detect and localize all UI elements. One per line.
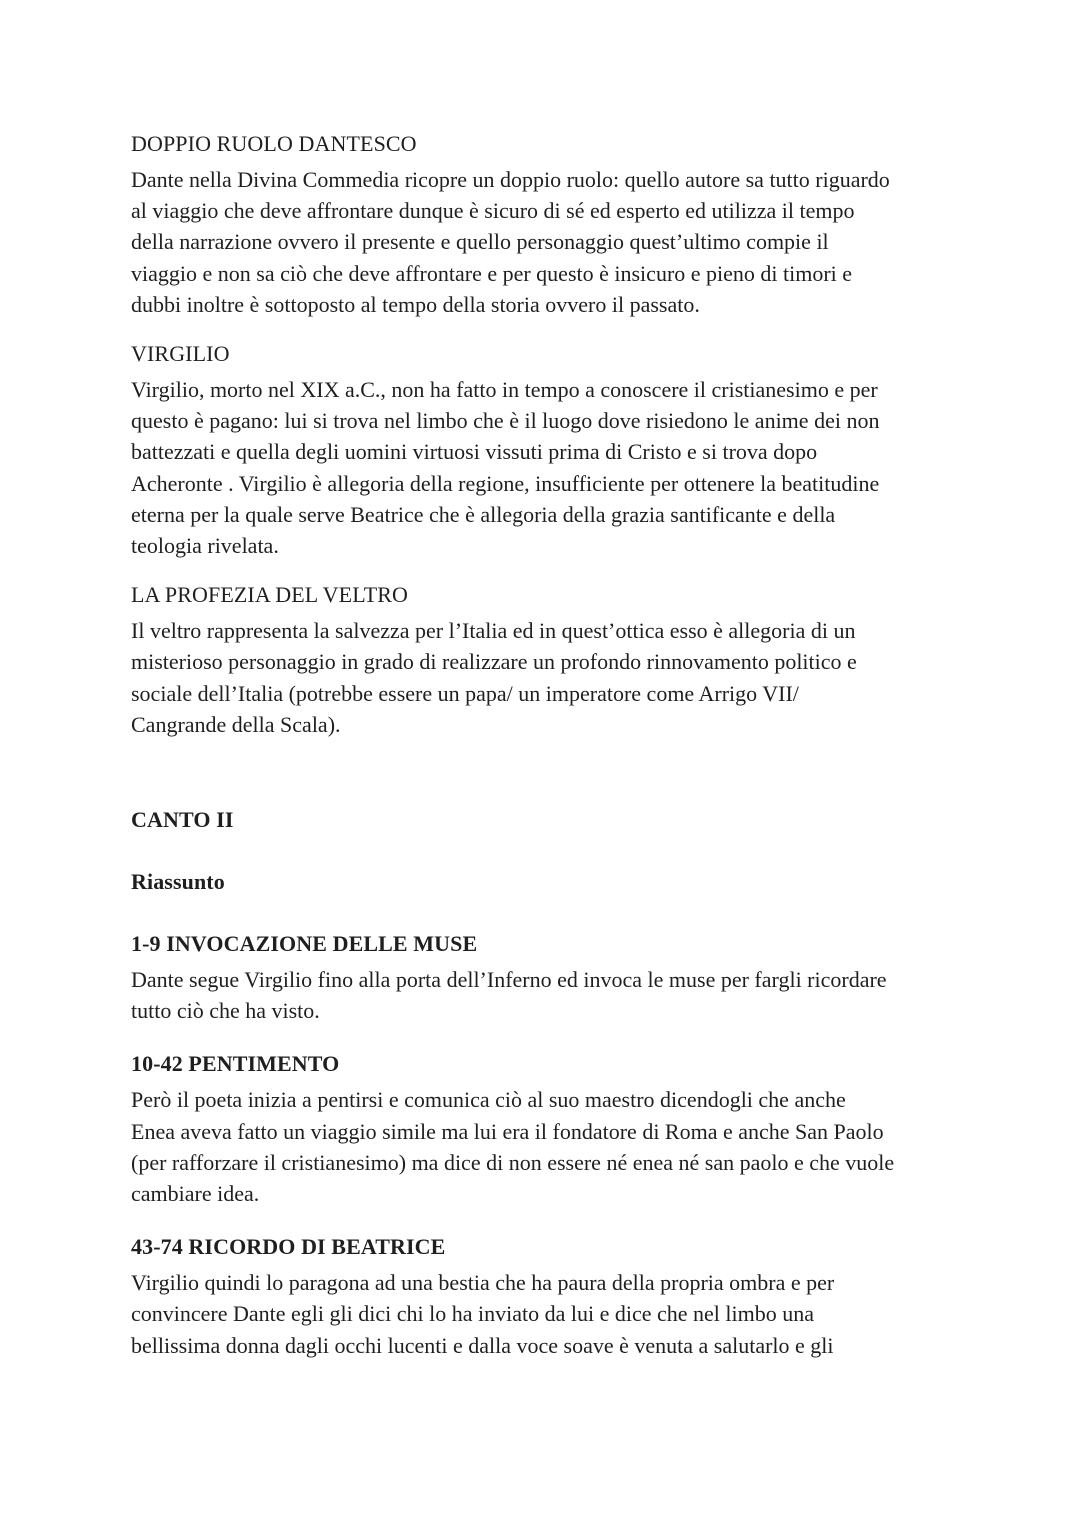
text-line: Dante segue Virgilio fino alla porta dell’Inferno ed invoca le muse per fargli ricordare — [131, 967, 887, 993]
text-line: della narrazione ovvero il presente e quello personaggio quest’ultimo compie il — [131, 229, 829, 255]
part-paragraph — [131, 1267, 961, 1361]
text-line: cambiare idea. — [131, 1181, 260, 1207]
text-line: Virgilio, morto nel XIX a.C., non ha fatto in tempo a conoscere il cristianesimo e per — [131, 377, 878, 403]
text-line: tutto ciò che ha visto. — [131, 998, 320, 1024]
canto-subtitle: Riassunto — [131, 869, 225, 895]
text-line: battezzati e quella degli uomini virtuosi vissuti prima di Cristo e si trova dopo — [131, 439, 818, 465]
section-heading: LA PROFEZIA DEL VELTRO — [131, 582, 409, 608]
text-line: Cangrande della Scala). — [131, 711, 341, 737]
section-heading: DOPPIO RUOLO DANTESCO — [131, 131, 417, 156]
text-line: misterioso personaggio in grado di realizzare un profondo rinnovamento politico e — [131, 649, 857, 675]
text-line: questo è pagano: lui si trova nel limbo che è il luogo dove risiedono le anime dei non — [131, 408, 880, 434]
text-line: eterna per la quale serve Beatrice che è allegoria della grazia santificante e della — [131, 501, 836, 527]
text-line: Però il poeta inizia a pentirsi e comunica ciò al suo maestro dicendogli che anche — [131, 1087, 846, 1113]
text-line: Dante nella Divina Commedia ricopre un doppio ruolo: quello autore sa tutto riguardo — [131, 167, 890, 192]
text-line: Virgilio quindi lo paragona ad una bestia che ha paura della propria ombra e per — [131, 1270, 835, 1296]
part-paragraph — [131, 964, 961, 1026]
section-paragraph — [131, 374, 961, 561]
text-line: bellissima donna dagli occhi lucenti e dalla voce soave è venuta a salutarlo e gli — [131, 1332, 834, 1358]
canto-title: CANTO II — [131, 807, 234, 833]
text-line: teologia rivelata. — [131, 533, 279, 559]
text-line: Enea aveva fatto un viaggio simile ma lui era il fondatore di Roma e anche San Paolo — [131, 1118, 884, 1144]
part-heading: 1-9 INVOCAZIONE DELLE MUSE — [131, 931, 478, 957]
section-paragraph — [131, 615, 961, 740]
text-line: sociale dell’Italia (potrebbe essere un papa/ un imperatore come Arrigo VII/ — [131, 680, 799, 706]
section-paragraph — [131, 164, 961, 320]
text-line: convincere Dante egli gli dici chi lo ha inviato da lui e dice che nel limbo una — [131, 1301, 814, 1327]
text-line: viaggio e non sa ciò che deve affrontare e per questo è insicuro e pieno di timori e — [131, 260, 853, 286]
part-paragraph — [131, 1084, 961, 1209]
part-heading: 43-74 RICORDO DI BEATRICE — [131, 1234, 446, 1260]
part-heading: 10-42 PENTIMENTO — [131, 1051, 340, 1077]
document-page — [131, 128, 961, 1361]
section-heading: VIRGILIO — [131, 341, 230, 367]
text-line: (per rafforzare il cristianesimo) ma dice di non essere né enea né san paolo e che vuole — [131, 1149, 895, 1175]
text-line: dubbi inoltre è sottoposto al tempo della storia ovvero il passato. — [131, 291, 700, 317]
text-line: Acheronte . Virgilio è allegoria della regione, insufficiente per ottenere la beatitudine — [131, 470, 880, 496]
text-line: al viaggio che deve affrontare dunque è sicuro di sé ed esperto ed utilizza il tempo — [131, 198, 855, 224]
text-line: Il veltro rappresenta la salvezza per l’Italia ed in quest’ottica esso è allegoria di un — [131, 618, 856, 644]
